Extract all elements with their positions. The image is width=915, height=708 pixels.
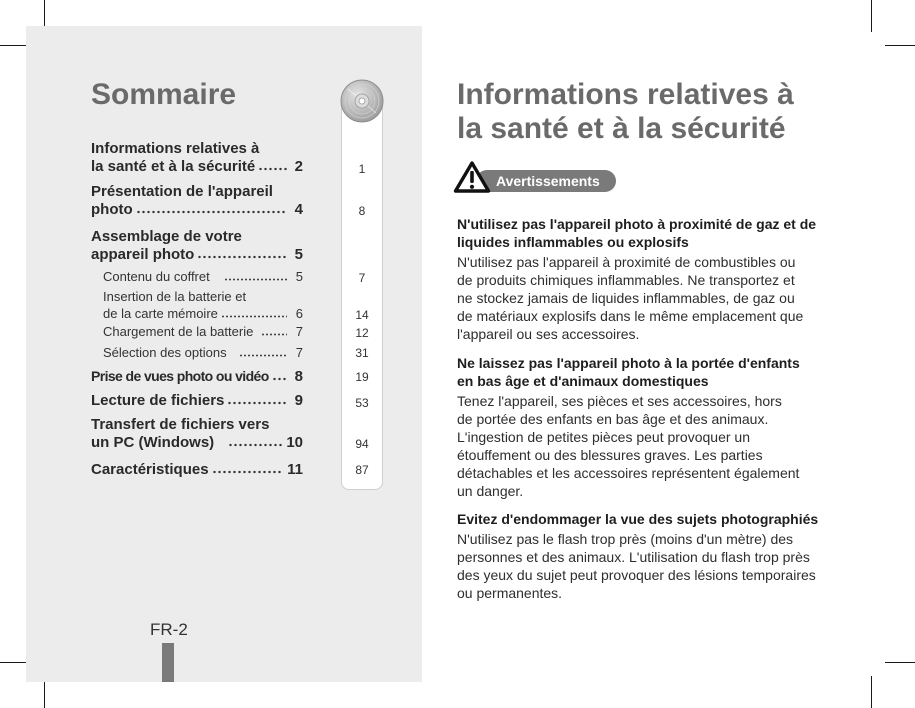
toc-page-number: 4 [294, 201, 303, 218]
toc-subentry [103, 268, 303, 285]
dot-leader [228, 441, 282, 447]
heading-line: en bas âge et d'animaux domestiques [457, 373, 709, 389]
toc-entry-last-line [103, 305, 303, 322]
toc-page-number: 5 [294, 246, 303, 263]
toc-page-number: 10 [286, 434, 303, 451]
toc-entry-text: Insertion de la batterie et [103, 289, 247, 304]
toc-entry-last-line [91, 201, 303, 219]
toc-entry [91, 183, 303, 219]
toc-entry-text: la santé et à la sécurité [91, 158, 256, 175]
toc-entry-text: photo [91, 201, 133, 218]
toc-page-number: 11 [287, 461, 303, 478]
page-reference-number: 87 [355, 463, 369, 477]
heading-line: liquides inflammables ou explosifs [457, 234, 689, 250]
toc-page-number: 7 [295, 345, 303, 360]
toc-entry-last-line [103, 344, 303, 361]
body-line: de matériaux explosifs dans le même emplacement que [457, 308, 804, 324]
body-line: détachables et les accessoires représentent également [457, 465, 800, 481]
toc-page-number: 2 [294, 158, 303, 175]
body-line: L'ingestion de petites pièces peut provoquer un [457, 429, 750, 445]
page-reference-number: 12 [355, 326, 369, 340]
toc-entry [91, 367, 303, 386]
toc-entry-text: Transfert de fichiers vers [91, 416, 270, 433]
body-line: personnes et des animaux. L'utilisation du flash trop près [457, 549, 810, 565]
body-line: ne stockez jamais de liquides inflammables, de gaz ou [457, 290, 795, 306]
section-title-line: Informations relatives à [457, 78, 794, 111]
body-line: étouffement ou des blessures graves. Les parties [457, 447, 763, 463]
page-reference-number: 14 [355, 308, 369, 322]
warning-heading [457, 354, 800, 390]
toc-entry-text: Assemblage de votre [91, 228, 242, 245]
toc-entry-last-line [103, 268, 303, 285]
toc-entry-last-line [91, 392, 303, 410]
dot-leader [272, 375, 287, 381]
page-edge-tab [162, 643, 174, 682]
toc-entry-text: Prise de vues photo ou vidéo [91, 368, 269, 384]
body-line: N'utilisez pas l'appareil à proximité de combustibles ou [457, 254, 796, 270]
toc-page-number: 5 [295, 269, 303, 284]
toc-entry [91, 461, 303, 479]
page-reference-number: 19 [355, 370, 369, 384]
toc-entry-text: appareil photo [91, 246, 195, 263]
toc-entry-text: Présentation de l'appareil [91, 183, 273, 200]
heading-line: N'utilisez pas l'appareil photo à proximité de gaz et de [457, 216, 817, 232]
dot-leader [239, 351, 287, 357]
toc-entry-last-line [91, 246, 303, 264]
crop-mark [871, 0, 872, 32]
toc-entry-text: Lecture de fichiers [91, 392, 225, 409]
dot-leader [197, 253, 287, 259]
dot-leader [258, 165, 287, 171]
warning-heading [457, 510, 818, 528]
toc-entry [91, 416, 303, 452]
toc-page-number: 7 [295, 324, 303, 339]
crop-mark [885, 662, 915, 663]
toc-page-number: 6 [295, 306, 303, 321]
body-line: N'utilisez pas le flash trop près (moins d'un mètre) des [457, 531, 794, 547]
toc-subentry [103, 288, 303, 322]
toc-entry-text: Sélection des options [103, 345, 227, 360]
crop-mark [885, 45, 915, 46]
page-reference-number: 94 [355, 437, 369, 451]
toc-entry-text: Caractéristiques [91, 461, 209, 478]
dot-leader [261, 330, 287, 336]
warning-body [457, 530, 816, 602]
page-reference-number: 8 [358, 204, 366, 218]
toc-entry [91, 228, 303, 264]
page-reference-number: 31 [355, 346, 369, 360]
dot-leader [136, 208, 287, 214]
toc-entry-text: un PC (Windows) [91, 434, 215, 451]
heading-line: Evitez d'endommager la vue des sujets photographiés [457, 511, 819, 527]
body-line: de portée des enfants en bas âge et des animaux. [457, 411, 769, 427]
section-title [457, 78, 794, 146]
page-reference-number: 1 [358, 162, 366, 176]
body-line: de produits chimiques inflammables. Ne transportez et [457, 272, 795, 288]
toc-entry-text: Informations relatives à [91, 140, 260, 157]
dot-leader [227, 399, 287, 405]
body-line: l'appareil ou ses accessoires. [457, 326, 640, 342]
dot-leader [212, 468, 284, 474]
warning-heading [457, 215, 816, 251]
toc-entry-text: Chargement de la batterie [103, 324, 254, 339]
section-title-line: la santé et à la sécurité [457, 112, 786, 145]
toc-page-number: 8 [294, 368, 303, 385]
page-reference-strip [341, 100, 383, 490]
page-number-label: FR-2 [150, 620, 188, 639]
crop-mark [871, 676, 872, 708]
dot-leader [224, 275, 287, 281]
toc-entry-last-line [91, 461, 303, 479]
toc-entry-text: de la carte mémoire [103, 306, 218, 321]
dot-leader [221, 312, 287, 318]
heading-line: Ne laissez pas l'appareil photo à la portée d'enfants [457, 355, 800, 371]
toc-subentry [103, 323, 303, 340]
toc-entry-last-line [91, 367, 303, 386]
warning-icon [453, 160, 491, 194]
warning-badge: Avertissements [476, 170, 616, 192]
body-line: un danger. [457, 483, 524, 499]
toc-page-number: 9 [294, 392, 303, 409]
warning-body [457, 253, 803, 343]
toc-subentry [103, 344, 303, 361]
toc-entry-text: Contenu du coffret [103, 269, 210, 284]
body-line: des yeux du sujet peut provoquer des lésions temporaires [457, 567, 816, 583]
toc-entry [91, 140, 303, 176]
toc-entry-last-line [103, 323, 303, 340]
body-line: ou permanentes. [457, 585, 563, 601]
page-reference-number: 7 [358, 271, 366, 285]
toc-entry-last-line [91, 158, 303, 176]
body-line: Tenez l'appareil, ses pièces et ses accessoires, hors [457, 393, 782, 409]
toc-entry [91, 392, 303, 410]
page-title: Sommaire [91, 78, 237, 111]
toc-entry-last-line [91, 434, 303, 452]
warning-body [457, 392, 799, 500]
disc-icon [340, 79, 384, 123]
page-reference-number: 53 [355, 396, 369, 410]
